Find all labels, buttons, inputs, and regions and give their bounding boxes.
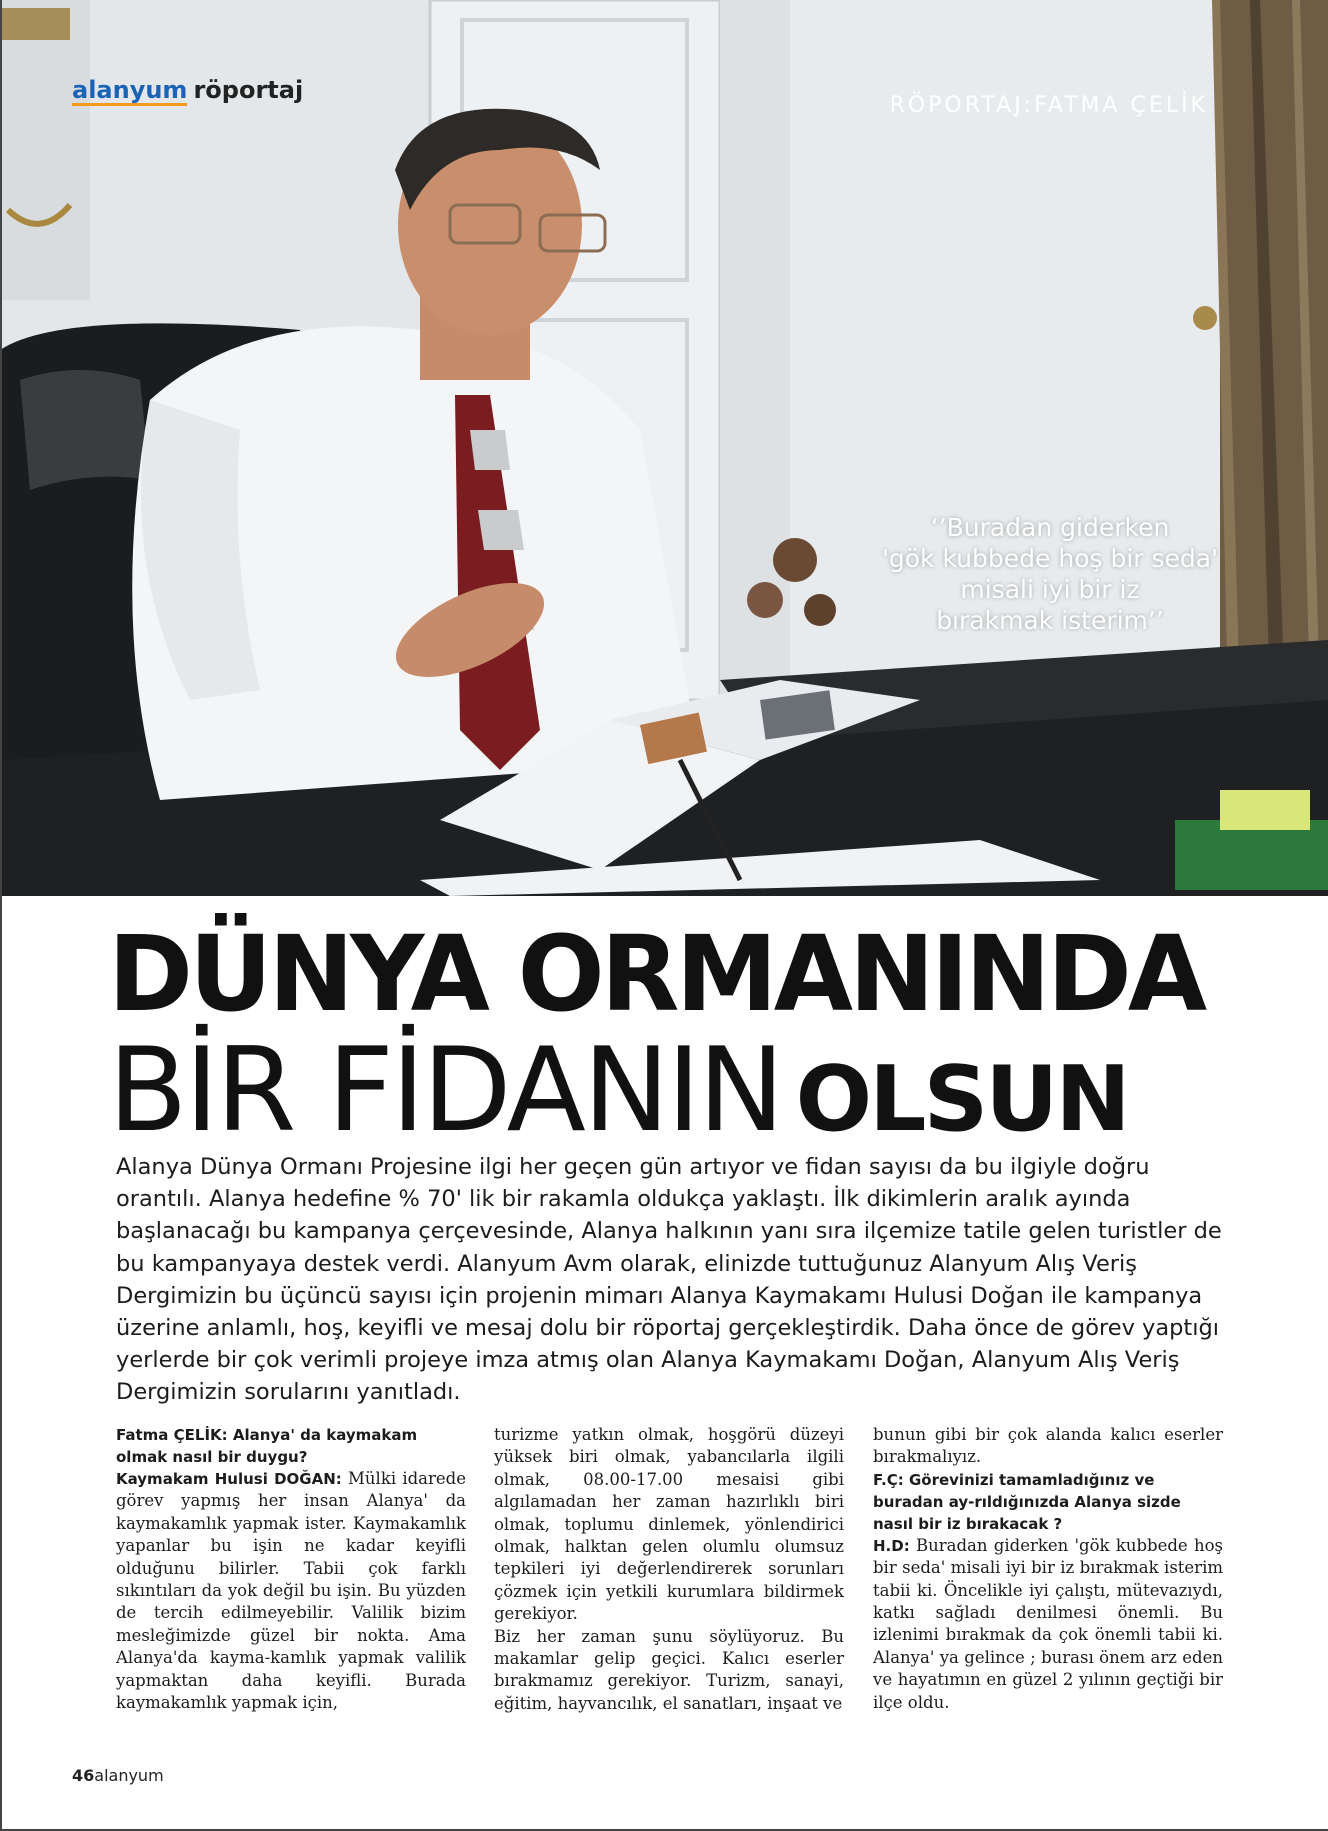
cover-photo [0,0,1328,896]
answer-text: Biz her zaman şunu söylüyoruz. Bu makamlar gelip geçici. Kalıcı eserler bırakmamız gerekiyor. Turizm, sanayi, eğitim, hayvancılık, el sanatları, inşaat ve [494,1626,844,1713]
page-footer [72,1766,164,1785]
footer-brand: alanyum [94,1766,164,1785]
speaker-label: H.D: [873,1536,910,1555]
body-column-2 [494,1424,844,1715]
headline-line-1: DÜNYA ORMANINDA [108,913,1204,1035]
headline-line-2-light: BİR FİDANIN [108,1023,782,1158]
headline-line-2-bold: OLSUN [795,1047,1128,1152]
interview-answer [116,1468,466,1714]
pull-quote-line: bırakmak isterim’’ [936,606,1164,635]
answer-text: turizme yatkın olmak, hoşgörü düzeyi yüksek biri olmak, yabancılarla ilgili olmak, 08.00-17.00 mesaisi gibi algılamadan her zaman hazırlıklı biri olmak, toplumu dinlemek, yönlendirici olmak, halktan gelen olumlu olumsuz tepkileri iyi değerlendirerek sorunları çözmek için yetkili kurumlara bildirmek gerekiyor. [494,1425,844,1624]
brand-header [72,76,303,106]
pull-quote [855,512,1245,636]
brand-logo: alanyum [72,76,188,104]
lead-paragraph: Alanya Dünya Ormanı Projesine ilgi her geçen gün artıyor ve fidan sayısı da bu ilgiyle doğru orantılı. Alanya hedefine % 70' lik bir rakamla oldukça yaklaştı. İlk dikimlerin aralık ayında başlanacağı bu kampanya çerçevesinde, Alanya halkının yanı sıra ilçemize tatile gelen turistler de bu kampanyaya destek verdi. Alanyum Avm olarak, elinizde tuttuğunuz Alanyum Alış Veriş Dergimizin bu üçüncü sayısı için projenin mimarı Alanya Kaymakamı Hulusi Doğan ile kampanya üzerine anlamlı, hoş, keyifli ve mesaj dolu bir röportaj gerçekleştirdik. Daha önce de görev yaptığı yerlerde bir çok verimli projeye imza atmış olan Alanya Kaymakamı Doğan, Alanyum Alış Veriş Dergimizin sorularını yanıtladı. [116,1154,1222,1406]
interview-question: Fatma ÇELİK: Alanya' da kaymakam olmak nasıl bir duygu? [116,1426,418,1466]
page-number: 46 [72,1766,95,1785]
body-column-1 [116,1424,466,1714]
answer-text: bunun gibi bir çok alanda kalıcı eserler bırakmalıyız. [873,1425,1223,1467]
interview-photo-illustration [0,0,1328,896]
section-label: röportaj [193,76,304,104]
pull-quote-line: 'gök kubbede hoş bir seda' [882,544,1218,573]
answer-text: Mülki idarede görev yapmış her insan Alanya' da kaymakamlık yapmak ister. Kaymakamlık yapanlar bu işin ne kadar keyifli olduğunu bilirler. Tabii çok farklı sıkıntıları da yok değil bu işin. Bu yüzden de tercih edilmeyebilir. Valilik bizim mesleğimizde güzel bir nokta. Ama Alanya'da kayma-kamlık yapmak valilik yapmaktan daha keyifli. Burada kaymakamlık yapmak için, [116,1469,466,1713]
body-column-3 [873,1424,1223,1714]
headline [108,913,1248,1184]
answer-text: Buradan giderken 'gök kubbede hoş bir seda' misali iyi bir iz bırakmak isterim tabii ki. Öncelikle iyi çalıştı, mütevazıydı, katkı sağladı denilmesi önemli. Bu izlenimi bırakmak da çok önemli tabii ki. Alanya' ya gelince ; burası önem arz eden ve hayatımın en güzel 2 yılının geçtiği bir ilçe oldu. [873,1535,1223,1712]
interview-answer [873,1535,1223,1714]
pull-quote-line: misali iyi bir iz [960,575,1140,604]
pull-quote-line: ‘’Buradan giderken [930,513,1170,542]
speaker-label: Kaymakam Hulusi DOĞAN: [116,1470,342,1488]
interview-question: F.Ç: Görevinizi tamamladığınız ve buradan ay-rıldığınızda Alanya sizde nasıl bir iz bırakacak ? [873,1470,1181,1533]
byline: RÖPORTAJ:FATMA ÇELİK [889,93,1208,118]
